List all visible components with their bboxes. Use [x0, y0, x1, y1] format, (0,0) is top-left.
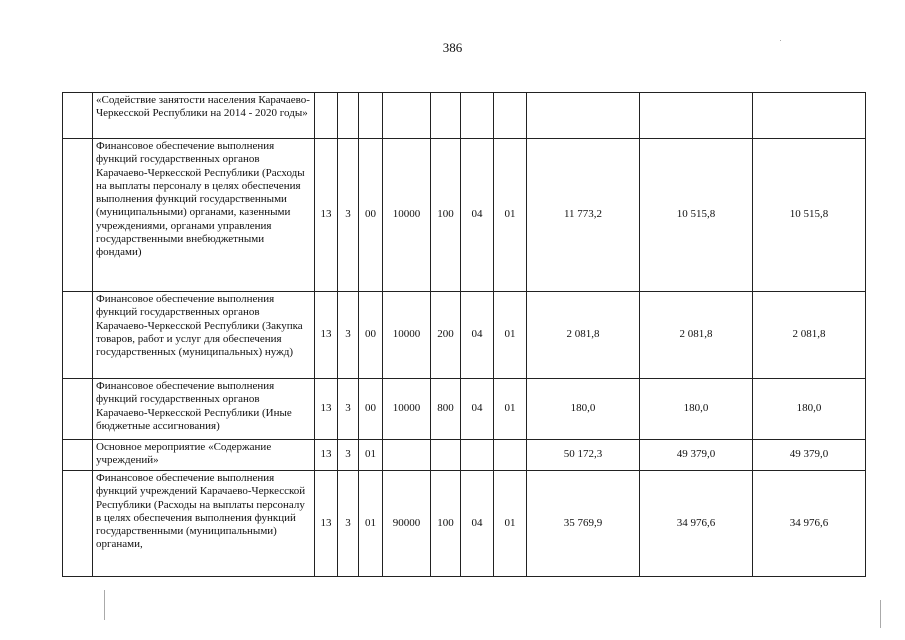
amount-cell: 10 515,8: [640, 139, 753, 292]
code-cell: [383, 440, 431, 471]
code-cell: 3: [338, 292, 359, 379]
scan-artifact: [104, 590, 105, 620]
code-cell: [494, 440, 527, 471]
budget-table: [62, 92, 866, 577]
table-row: [63, 440, 866, 471]
code-cell: 3: [338, 379, 359, 440]
amount-cell: 10 515,8: [753, 139, 866, 292]
description-cell: Финансовое обеспечение выполнения функций государственных органов Карачаево-Черкесской Республики (Иные бюджетные ассигнования): [93, 379, 315, 440]
table-row: [63, 292, 866, 379]
scan-artifact: [780, 40, 781, 41]
code-cell: 00: [359, 139, 383, 292]
code-cell: [315, 93, 338, 139]
amount-cell: 180,0: [527, 379, 640, 440]
code-cell: 13: [315, 440, 338, 471]
description-cell: Финансовое обеспечение выполнения функций учреждений Карачаево-Черкесской Республики (Расходы на выплаты персоналу в целях обеспечения выполнения функций государственными (муниципальными) органами,: [93, 471, 315, 577]
row-number-cell: [63, 139, 93, 292]
code-cell: 3: [338, 440, 359, 471]
code-cell: [461, 440, 494, 471]
code-cell: [431, 93, 461, 139]
code-cell: 800: [431, 379, 461, 440]
amount-cell: [753, 93, 866, 139]
code-cell: 90000: [383, 471, 431, 577]
code-cell: 10000: [383, 292, 431, 379]
description-cell: Финансовое обеспечение выполнения функций государственных органов Карачаево-Черкесской Республики (Закупка товаров, работ и услуг для обеспечения государственных (муниципальных) нужд): [93, 292, 315, 379]
code-cell: [494, 93, 527, 139]
code-cell: [461, 93, 494, 139]
code-cell: 3: [338, 471, 359, 577]
table-row: [63, 471, 866, 577]
amount-cell: 34 976,6: [753, 471, 866, 577]
amount-cell: 50 172,3: [527, 440, 640, 471]
code-cell: 00: [359, 292, 383, 379]
code-cell: 10000: [383, 379, 431, 440]
code-cell: 01: [359, 440, 383, 471]
code-cell: 01: [494, 471, 527, 577]
code-cell: 01: [494, 379, 527, 440]
row-number-cell: [63, 379, 93, 440]
table-row: [63, 139, 866, 292]
code-cell: 13: [315, 292, 338, 379]
row-number-cell: [63, 440, 93, 471]
amount-cell: 2 081,8: [527, 292, 640, 379]
amount-cell: 180,0: [640, 379, 753, 440]
code-cell: 200: [431, 292, 461, 379]
scan-artifact: [880, 600, 881, 628]
code-cell: 100: [431, 471, 461, 577]
description-cell: Основное мероприятие «Содержание учреждений»: [93, 440, 315, 471]
amount-cell: [640, 93, 753, 139]
row-number-cell: [63, 93, 93, 139]
code-cell: 01: [494, 292, 527, 379]
code-cell: 13: [315, 379, 338, 440]
code-cell: 01: [359, 471, 383, 577]
code-cell: [431, 440, 461, 471]
code-cell: 04: [461, 379, 494, 440]
code-cell: [359, 93, 383, 139]
row-number-cell: [63, 471, 93, 577]
code-cell: 04: [461, 139, 494, 292]
table-row: [63, 93, 866, 139]
amount-cell: 35 769,9: [527, 471, 640, 577]
code-cell: 100: [431, 139, 461, 292]
amount-cell: 34 976,6: [640, 471, 753, 577]
amount-cell: 2 081,8: [640, 292, 753, 379]
code-cell: 01: [494, 139, 527, 292]
code-cell: 04: [461, 292, 494, 379]
amount-cell: 49 379,0: [753, 440, 866, 471]
code-cell: 3: [338, 139, 359, 292]
code-cell: 00: [359, 379, 383, 440]
row-number-cell: [63, 292, 93, 379]
amount-cell: 11 773,2: [527, 139, 640, 292]
description-cell: «Содействие занятости населения Карачаево-Черкесской Республики на 2014 - 2020 годы»: [93, 93, 315, 139]
code-cell: 04: [461, 471, 494, 577]
amount-cell: [527, 93, 640, 139]
amount-cell: 49 379,0: [640, 440, 753, 471]
code-cell: [383, 93, 431, 139]
amount-cell: 2 081,8: [753, 292, 866, 379]
code-cell: [338, 93, 359, 139]
amount-cell: 180,0: [753, 379, 866, 440]
page-number: 386: [442, 40, 463, 55]
code-cell: 10000: [383, 139, 431, 292]
description-cell: Финансовое обеспечение выполнения функций государственных органов Карачаево-Черкесской Республики (Расходы на выплаты персоналу в целях обеспечения выполнения функций государственными (муниципальными) органами, казенными учреждениями, органами управления государственными внебюджетными фондами): [93, 139, 315, 292]
table-row: [63, 379, 866, 440]
code-cell: 13: [315, 139, 338, 292]
code-cell: 13: [315, 471, 338, 577]
